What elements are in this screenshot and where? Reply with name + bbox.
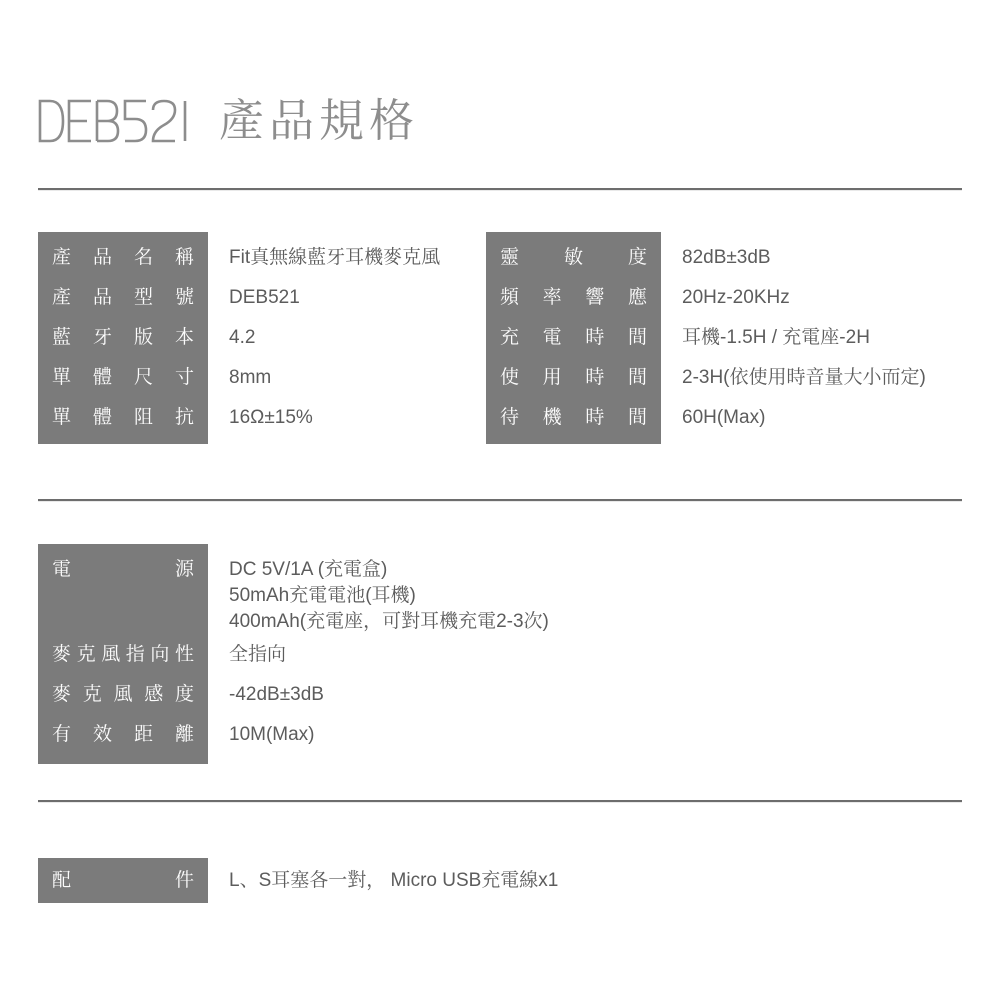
spec-value-col-audio bbox=[682, 232, 926, 444]
section-divider-top bbox=[38, 188, 962, 191]
spec-value-product-name: Fit真無線藍牙耳機麥克風 bbox=[229, 247, 441, 268]
spec-table-basic bbox=[38, 232, 486, 444]
spec-value-power bbox=[229, 557, 549, 635]
spec-value-model: DEB521 bbox=[229, 287, 300, 308]
spec-value-col-accessories bbox=[229, 858, 558, 903]
spec-label-box-accessories bbox=[38, 858, 208, 903]
spec-label-product-name: 產品名稱 bbox=[52, 247, 194, 268]
spec-label-power: 電源 bbox=[52, 559, 194, 580]
spec-value-charge-time: 耳機-1.5H / 充電座-2H bbox=[682, 327, 870, 348]
spec-label-box-power bbox=[38, 544, 208, 764]
spec-value-frequency-response: 20Hz-20KHz bbox=[682, 287, 790, 308]
spec-value-driver-size: 8mm bbox=[229, 367, 272, 388]
spec-value-driver-impedance: 16Ω±15% bbox=[229, 407, 313, 428]
spec-label-bluetooth-version: 藍牙版本 bbox=[52, 327, 194, 348]
deb521-logo bbox=[38, 98, 193, 144]
spec-value-standby-time: 60H(Max) bbox=[682, 407, 766, 428]
spec-value-bluetooth-version: 4.2 bbox=[229, 327, 256, 348]
spec-value-mic-directivity: 全指向 bbox=[229, 644, 287, 665]
section-divider-bottom bbox=[38, 800, 962, 803]
spec-value-col-basic bbox=[229, 232, 440, 444]
spec-label-effective-range: 有效距離 bbox=[52, 724, 194, 745]
spec-label-frequency-response: 頻率響應 bbox=[500, 287, 647, 308]
spec-value-mic-sensitivity: -42dB±3dB bbox=[229, 684, 324, 705]
spec-value-power-line3: 400mAh(充電座，可對耳機充電2-3次) bbox=[229, 611, 549, 632]
page-title: 產品規格 bbox=[219, 95, 420, 146]
page-header bbox=[38, 96, 962, 146]
spec-table-audio bbox=[486, 232, 926, 444]
spec-label-mic-sensitivity: 麥克風感度 bbox=[52, 684, 194, 705]
spec-table-accessories bbox=[38, 858, 962, 903]
spec-label-driver-size: 單體尺寸 bbox=[52, 367, 194, 388]
spec-value-accessories: L、S耳塞各一對， Micro USB充電線x1 bbox=[229, 870, 559, 891]
spec-value-effective-range: 10M(Max) bbox=[229, 724, 315, 745]
spec-section-main bbox=[38, 232, 962, 444]
section-divider-middle bbox=[38, 499, 962, 502]
spec-value-play-time: 2-3H(依使用時音量大小而定) bbox=[682, 367, 926, 388]
spec-label-driver-impedance: 單體阻抗 bbox=[52, 407, 194, 428]
spec-label-mic-directivity: 麥克風指向性 bbox=[52, 644, 194, 665]
spec-value-col-power bbox=[229, 544, 549, 764]
spec-label-accessories: 配件 bbox=[52, 870, 194, 891]
spec-value-sensitivity: 82dB±3dB bbox=[682, 247, 771, 268]
spec-table-power bbox=[38, 544, 962, 764]
spec-label-model: 產品型號 bbox=[52, 287, 194, 308]
spec-label-box-audio bbox=[486, 232, 661, 444]
spec-label-sensitivity: 靈敏度 bbox=[500, 247, 647, 268]
spec-label-standby-time: 待機時間 bbox=[500, 407, 647, 428]
spec-label-charge-time: 充電時間 bbox=[500, 327, 647, 348]
spec-value-power-line1: DC 5V/1A (充電盒) bbox=[229, 559, 388, 580]
spec-label-box-basic bbox=[38, 232, 208, 444]
spec-label-play-time: 使用時間 bbox=[500, 367, 647, 388]
spec-value-power-line2: 50mAh充電電池(耳機) bbox=[229, 585, 416, 606]
